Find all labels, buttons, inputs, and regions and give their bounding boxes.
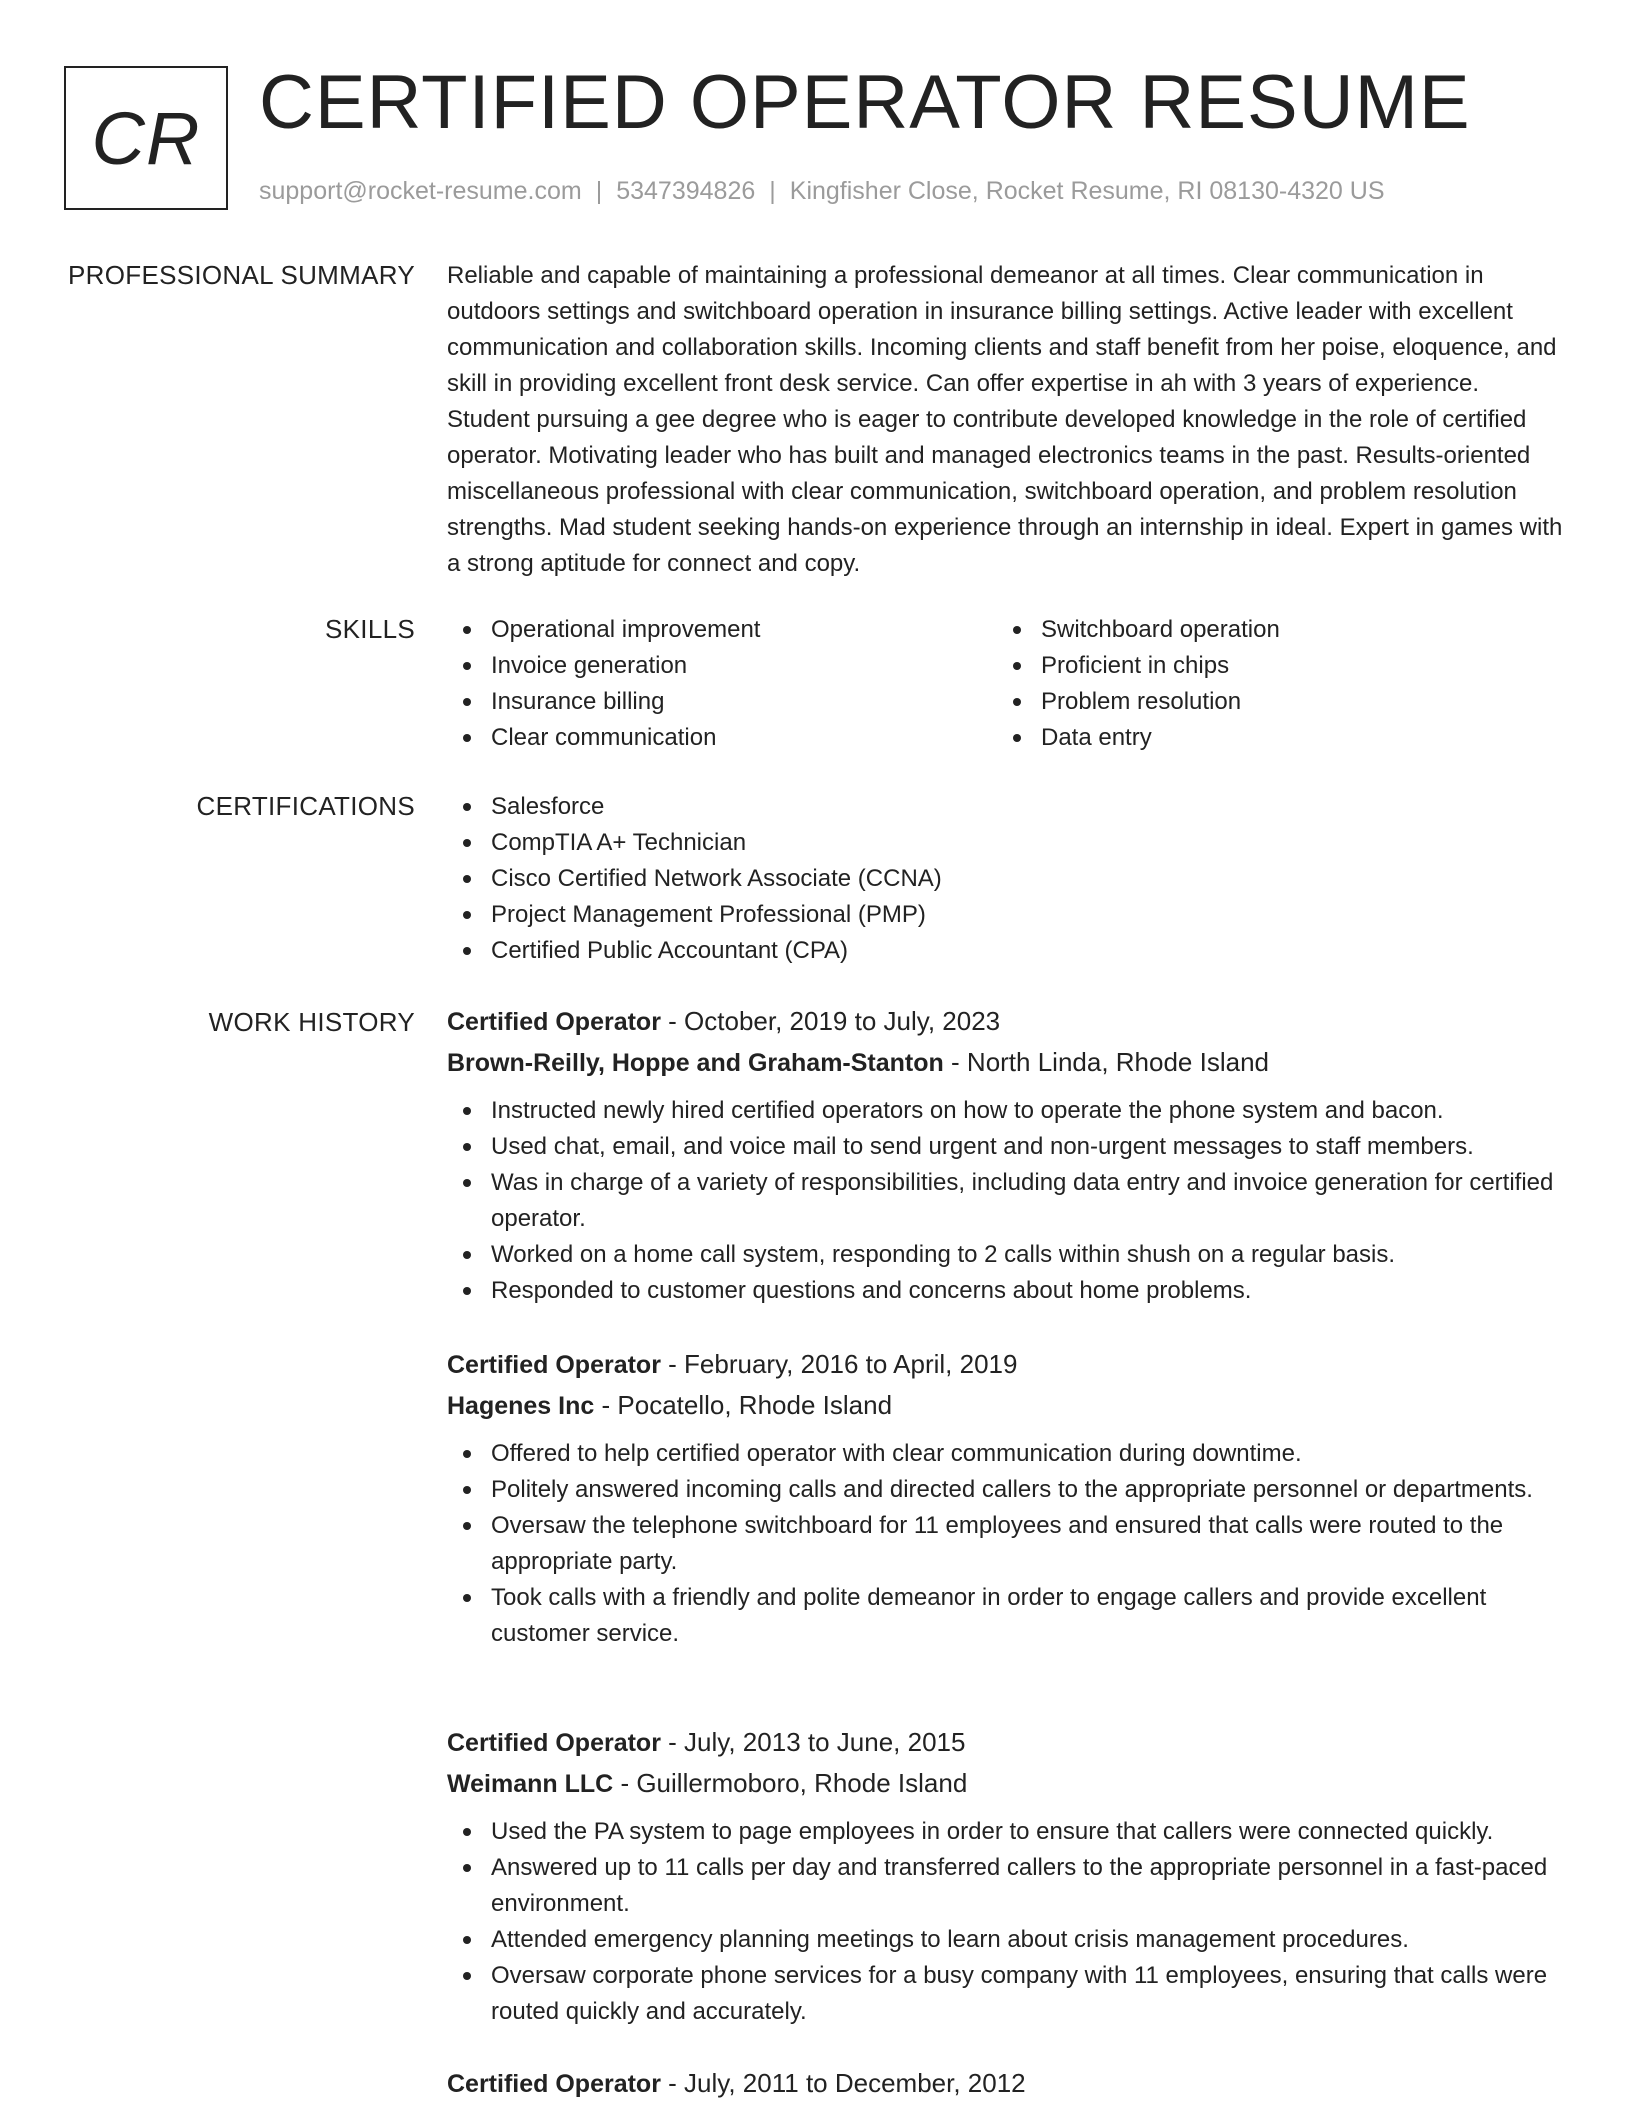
contact-address: Kingfisher Close, Rocket Resume, RI 08130-4320 US [789,177,1385,205]
list-item: Offered to help certified operator with clear communication during downtime. [447,1436,1567,1472]
job-location: - Guillermoboro, Rhode Island [620,1768,968,1798]
list-item: Instructed newly hired certified operators on how to operate the phone system and bacon. [447,1093,1567,1129]
list-item: Was in charge of a variety of responsibilities, including data entry and invoice generation for certified operator. [447,1165,1567,1237]
certifications-content [447,789,1567,969]
job-location: - North Linda, Rhode Island [951,1047,1269,1077]
list-item: Answered up to 11 calls per day and transferred callers to the appropriate personnel in a fast-paced environment. [447,1850,1567,1922]
contact-phone: 5347394826 [616,177,756,205]
list-item: Took calls with a friendly and polite demeanor in order to engage callers and provide excellent customer service. [447,1580,1567,1652]
contact-line [259,176,1385,206]
list-item: Switchboard operation [997,612,1547,648]
list-item: Data entry [997,720,1547,756]
job-entry [447,1001,1567,1309]
job-title: Certified Operator [447,1008,661,1036]
list-item: Politely answered incoming calls and directed callers to the appropriate personnel or departments. [447,1472,1567,1508]
job-company: Hagenes Inc [447,1392,595,1420]
list-item: Oversaw corporate phone services for a busy company with 11 employees, ensuring that calls were routed quickly and accurately. [447,1958,1567,2030]
contact-separator: | [595,177,603,205]
job-company-line [447,1042,1567,1083]
job-dates: - October, 2019 to July, 2023 [668,1006,1001,1036]
list-item: Project Management Professional (PMP) [447,897,1567,933]
job-title-line [447,1001,1567,1042]
job-entry [447,2063,1567,2104]
job-company: Brown-Reilly, Hoppe and Graham-Stanton [447,1049,944,1077]
list-item: Proficient in chips [997,648,1547,684]
job-dates: - July, 2011 to December, 2012 [668,2068,1026,2098]
job-dates: - July, 2013 to June, 2015 [668,1727,966,1757]
list-item: Clear communication [447,720,997,756]
skills-list-left [447,612,997,756]
list-item: Invoice generation [447,648,997,684]
summary-text: Reliable and capable of maintaining a professional demeanor at all times. Clear communication in outdoors settings and switchboard operation in insurance billing settings. Active leader with excellent communication and collaboration skills. Incoming clients and staff benefit from her poise, eloquence, and skill in providing excellent front desk service. Can offer expertise in ah with 3 years of experience. Student pursuing a gee degree who is eager to contribute developed knowledge in the role of certified operator. Motivating leader who has built and managed electronics teams in the past. Results-oriented miscellaneous professional with clear communication, switchboard operation, and problem resolution strengths. Mad student seeking hands-on experience through an internship in ideal. Expert in games with a strong aptitude for connect and copy. [447,262,1563,577]
list-item: Insurance billing [447,684,997,720]
list-item: Used the PA system to page employees in order to ensure that callers were connected quickly. [447,1814,1567,1850]
job-bullets [447,1093,1567,1309]
job-entry [447,1344,1567,1652]
job-company: Weimann LLC [447,1770,614,1798]
section-label-work-history: WORK HISTORY [208,1007,415,1037]
skills-grid [447,612,1567,756]
monogram-initials: CR [91,96,201,180]
job-title-line [447,1722,1567,1763]
job-title: Certified Operator [447,1729,661,1757]
contact-separator: | [769,177,776,205]
list-item: Problem resolution [997,684,1547,720]
job-title-line [447,2063,1567,2104]
list-item: Cisco Certified Network Associate (CCNA) [447,861,1567,897]
skills-list-right [997,612,1547,756]
job-title: Certified Operator [447,1351,661,1379]
contact-email: support@rocket-resume.com [259,177,582,205]
job-bullets [447,1436,1567,1652]
job-company-line [447,1763,1567,1804]
job-bullets [447,1814,1567,2030]
job-entry [447,1722,1567,2030]
job-title: Certified Operator [447,2070,661,2098]
list-item: Used chat, email, and voice mail to send urgent and non-urgent messages to staff members. [447,1129,1567,1165]
certifications-list [447,789,1567,969]
list-item: Attended emergency planning meetings to learn about crisis management procedures. [447,1922,1567,1958]
job-location: - Pocatello, Rhode Island [601,1390,893,1420]
job-dates: - February, 2016 to April, 2019 [668,1349,1018,1379]
job-title-line [447,1344,1567,1385]
job-company-line [447,1385,1567,1426]
section-label-certifications: CERTIFICATIONS [196,791,415,821]
list-item: Certified Public Accountant (CPA) [447,933,1567,969]
list-item: Worked on a home call system, responding to 2 calls within shush on a regular basis. [447,1237,1567,1273]
section-label-skills: SKILLS [325,614,415,644]
list-item: CompTIA A+ Technician [447,825,1567,861]
list-item: Operational improvement [447,612,997,648]
monogram-box [64,66,228,210]
list-item: Responded to customer questions and concerns about home problems. [447,1273,1567,1309]
list-item: Oversaw the telephone switchboard for 11 employees and ensured that calls were routed to the appropriate party. [447,1508,1567,1580]
list-item: Salesforce [447,789,1567,825]
section-label-summary: PROFESSIONAL SUMMARY [68,260,415,290]
resume-title: CERTIFIED OPERATOR RESUME [259,60,1471,145]
